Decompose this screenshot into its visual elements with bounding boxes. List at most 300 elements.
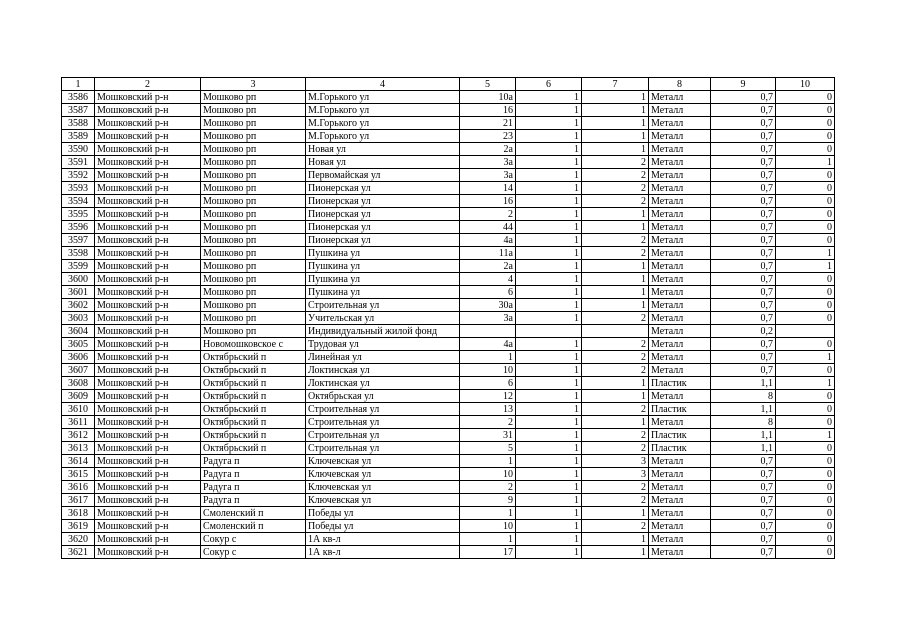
col6-cell: 1 xyxy=(516,169,582,182)
table-row xyxy=(62,247,835,260)
settlement-cell: Смоленский п xyxy=(201,520,306,533)
col7-cell: 1 xyxy=(582,260,649,273)
street-cell: Трудовая ул xyxy=(306,338,460,351)
street-cell: Строительная ул xyxy=(306,442,460,455)
house-cell: 30а xyxy=(460,299,516,312)
col6-cell: 1 xyxy=(516,429,582,442)
col6-cell: 1 xyxy=(516,91,582,104)
col6-cell: 1 xyxy=(516,416,582,429)
settlement-cell: Мошково рп xyxy=(201,143,306,156)
col10-cell: 1 xyxy=(776,156,835,169)
house-cell: 10 xyxy=(460,468,516,481)
settlement-cell: Сокур с xyxy=(201,533,306,546)
table-row xyxy=(62,156,835,169)
house-cell: 2 xyxy=(460,481,516,494)
col10-cell: 0 xyxy=(776,208,835,221)
col6-cell: 1 xyxy=(516,286,582,299)
street-cell: Локтинская ул xyxy=(306,364,460,377)
row-number: 3604 xyxy=(62,325,95,338)
material-cell: Металл xyxy=(649,416,711,429)
volume-cell: 8 xyxy=(711,390,776,403)
material-cell: Металл xyxy=(649,468,711,481)
col6-cell: 1 xyxy=(516,234,582,247)
table-row xyxy=(62,208,835,221)
col6-cell: 1 xyxy=(516,390,582,403)
volume-cell: 1,1 xyxy=(711,377,776,390)
col7-cell: 2 xyxy=(582,182,649,195)
district-cell: Мошковский р-н xyxy=(95,221,201,234)
volume-cell: 0,7 xyxy=(711,364,776,377)
settlement-cell: Мошково рп xyxy=(201,169,306,182)
house-cell: 10а xyxy=(460,91,516,104)
col7-cell: 2 xyxy=(582,494,649,507)
col6-cell: 1 xyxy=(516,455,582,468)
house-cell: 3а xyxy=(460,156,516,169)
street-cell: Индивидуальный жилой фонд xyxy=(306,325,460,338)
row-number: 3610 xyxy=(62,403,95,416)
district-cell: Мошковский р-н xyxy=(95,533,201,546)
col10-cell: 0 xyxy=(776,130,835,143)
table-row xyxy=(62,117,835,130)
col6-cell: 1 xyxy=(516,364,582,377)
district-cell: Мошковский р-н xyxy=(95,468,201,481)
table-row xyxy=(62,364,835,377)
material-cell: Металл xyxy=(649,364,711,377)
col7-cell: 1 xyxy=(582,91,649,104)
street-cell: Ключевская ул xyxy=(306,468,460,481)
settlement-cell: Мошково рп xyxy=(201,208,306,221)
row-number: 3599 xyxy=(62,260,95,273)
house-cell xyxy=(460,325,516,338)
row-number: 3587 xyxy=(62,104,95,117)
col7-cell: 1 xyxy=(582,143,649,156)
row-number: 3607 xyxy=(62,364,95,377)
material-cell: Металл xyxy=(649,533,711,546)
header-row xyxy=(62,78,835,91)
district-cell: Мошковский р-н xyxy=(95,156,201,169)
table-row xyxy=(62,260,835,273)
district-cell: Мошковский р-н xyxy=(95,312,201,325)
district-cell: Мошковский р-н xyxy=(95,455,201,468)
column-header: 3 xyxy=(201,78,306,91)
street-cell: Победы ул xyxy=(306,520,460,533)
col6-cell: 1 xyxy=(516,468,582,481)
table-row xyxy=(62,182,835,195)
col6-cell: 1 xyxy=(516,273,582,286)
volume-cell: 0,7 xyxy=(711,338,776,351)
house-cell: 13 xyxy=(460,403,516,416)
volume-cell: 0,7 xyxy=(711,208,776,221)
material-cell: Металл xyxy=(649,247,711,260)
volume-cell: 0,7 xyxy=(711,104,776,117)
col6-cell: 1 xyxy=(516,182,582,195)
row-number: 3590 xyxy=(62,143,95,156)
col6-cell: 1 xyxy=(516,156,582,169)
settlement-cell: Мошково рп xyxy=(201,104,306,117)
col10-cell: 1 xyxy=(776,260,835,273)
house-cell: 2а xyxy=(460,260,516,273)
street-cell: Пушкина ул xyxy=(306,286,460,299)
material-cell: Пластик xyxy=(649,429,711,442)
material-cell: Металл xyxy=(649,169,711,182)
col6-cell: 1 xyxy=(516,442,582,455)
row-number: 3606 xyxy=(62,351,95,364)
settlement-cell: Октябрьский п xyxy=(201,364,306,377)
column-header: 10 xyxy=(776,78,835,91)
col7-cell: 2 xyxy=(582,156,649,169)
material-cell: Металл xyxy=(649,494,711,507)
col10-cell: 1 xyxy=(776,247,835,260)
house-cell: 1 xyxy=(460,455,516,468)
col6-cell: 1 xyxy=(516,507,582,520)
district-cell: Мошковский р-н xyxy=(95,195,201,208)
row-number: 3593 xyxy=(62,182,95,195)
row-number: 3617 xyxy=(62,494,95,507)
col10-cell: 0 xyxy=(776,273,835,286)
material-cell: Металл xyxy=(649,299,711,312)
street-cell: Ключевская ул xyxy=(306,494,460,507)
col6-cell: 1 xyxy=(516,117,582,130)
row-number: 3605 xyxy=(62,338,95,351)
table-row xyxy=(62,481,835,494)
material-cell: Металл xyxy=(649,117,711,130)
col7-cell: 1 xyxy=(582,299,649,312)
row-number: 3601 xyxy=(62,286,95,299)
row-number: 3611 xyxy=(62,416,95,429)
material-cell: Металл xyxy=(649,273,711,286)
material-cell: Металл xyxy=(649,312,711,325)
settlement-cell: Мошково рп xyxy=(201,117,306,130)
col7-cell: 1 xyxy=(582,546,649,559)
table-row xyxy=(62,442,835,455)
row-number: 3592 xyxy=(62,169,95,182)
row-number: 3594 xyxy=(62,195,95,208)
material-cell: Металл xyxy=(649,130,711,143)
col7-cell: 1 xyxy=(582,416,649,429)
district-cell: Мошковский р-н xyxy=(95,364,201,377)
settlement-cell: Мошково рп xyxy=(201,91,306,104)
table-row xyxy=(62,169,835,182)
col7-cell: 2 xyxy=(582,429,649,442)
material-cell: Металл xyxy=(649,507,711,520)
col7-cell: 1 xyxy=(582,130,649,143)
table-row xyxy=(62,338,835,351)
street-cell: Пушкина ул xyxy=(306,260,460,273)
district-cell: Мошковский р-н xyxy=(95,143,201,156)
col7-cell: 1 xyxy=(582,104,649,117)
street-cell: Линейная ул xyxy=(306,351,460,364)
house-cell: 21 xyxy=(460,117,516,130)
col7-cell: 2 xyxy=(582,195,649,208)
volume-cell: 0,7 xyxy=(711,494,776,507)
volume-cell: 0,7 xyxy=(711,234,776,247)
col7-cell: 3 xyxy=(582,455,649,468)
settlement-cell: Радуга п xyxy=(201,494,306,507)
col6-cell: 1 xyxy=(516,195,582,208)
house-cell: 31 xyxy=(460,429,516,442)
col6-cell: 1 xyxy=(516,299,582,312)
col10-cell: 0 xyxy=(776,468,835,481)
volume-cell: 0,7 xyxy=(711,286,776,299)
column-header: 4 xyxy=(306,78,460,91)
street-cell: Строительная ул xyxy=(306,416,460,429)
col7-cell: 2 xyxy=(582,351,649,364)
col6-cell: 1 xyxy=(516,481,582,494)
table-row xyxy=(62,325,835,338)
street-cell: Пионерская ул xyxy=(306,208,460,221)
material-cell: Металл xyxy=(649,390,711,403)
volume-cell: 0,7 xyxy=(711,117,776,130)
table-row xyxy=(62,312,835,325)
material-cell: Металл xyxy=(649,182,711,195)
settlement-cell: Смоленский п xyxy=(201,507,306,520)
col10-cell: 0 xyxy=(776,455,835,468)
row-number: 3591 xyxy=(62,156,95,169)
district-cell: Мошковский р-н xyxy=(95,429,201,442)
col6-cell: 1 xyxy=(516,312,582,325)
volume-cell: 0,7 xyxy=(711,273,776,286)
district-cell: Мошковский р-н xyxy=(95,260,201,273)
col7-cell: 3 xyxy=(582,468,649,481)
settlement-cell: Радуга п xyxy=(201,481,306,494)
col6-cell: 1 xyxy=(516,520,582,533)
volume-cell: 0,7 xyxy=(711,260,776,273)
settlement-cell: Мошково рп xyxy=(201,156,306,169)
table-row xyxy=(62,234,835,247)
row-number: 3588 xyxy=(62,117,95,130)
house-cell: 9 xyxy=(460,494,516,507)
material-cell: Металл xyxy=(649,208,711,221)
settlement-cell: Радуга п xyxy=(201,455,306,468)
row-number: 3600 xyxy=(62,273,95,286)
house-cell: 11а xyxy=(460,247,516,260)
district-cell: Мошковский р-н xyxy=(95,520,201,533)
column-header: 1 xyxy=(62,78,95,91)
col7-cell: 1 xyxy=(582,507,649,520)
house-cell: 16 xyxy=(460,195,516,208)
material-cell: Металл xyxy=(649,104,711,117)
row-number: 3586 xyxy=(62,91,95,104)
col10-cell: 0 xyxy=(776,533,835,546)
col7-cell: 2 xyxy=(582,234,649,247)
col7-cell: 1 xyxy=(582,208,649,221)
district-cell: Мошковский р-н xyxy=(95,481,201,494)
volume-cell: 0,7 xyxy=(711,182,776,195)
volume-cell: 0,7 xyxy=(711,156,776,169)
house-cell: 3а xyxy=(460,312,516,325)
volume-cell: 0,7 xyxy=(711,221,776,234)
row-number: 3615 xyxy=(62,468,95,481)
column-header: 2 xyxy=(95,78,201,91)
col7-cell: 2 xyxy=(582,364,649,377)
col6-cell: 1 xyxy=(516,403,582,416)
house-cell: 12 xyxy=(460,390,516,403)
col7-cell: 2 xyxy=(582,312,649,325)
col10-cell xyxy=(776,325,835,338)
street-cell: Локтинская ул xyxy=(306,377,460,390)
table-row xyxy=(62,91,835,104)
street-cell: Пионерская ул xyxy=(306,234,460,247)
col10-cell: 0 xyxy=(776,481,835,494)
district-cell: Мошковский р-н xyxy=(95,182,201,195)
column-header: 9 xyxy=(711,78,776,91)
material-cell: Металл xyxy=(649,481,711,494)
row-number: 3619 xyxy=(62,520,95,533)
volume-cell: 0,7 xyxy=(711,520,776,533)
table-row xyxy=(62,429,835,442)
col10-cell: 0 xyxy=(776,91,835,104)
volume-cell: 0,7 xyxy=(711,143,776,156)
district-cell: Мошковский р-н xyxy=(95,546,201,559)
street-cell: Пушкина ул xyxy=(306,273,460,286)
settlement-cell: Радуга п xyxy=(201,468,306,481)
volume-cell: 0,7 xyxy=(711,481,776,494)
material-cell: Металл xyxy=(649,91,711,104)
material-cell: Пластик xyxy=(649,377,711,390)
street-cell: Пионерская ул xyxy=(306,182,460,195)
district-cell: Мошковский р-н xyxy=(95,377,201,390)
col6-cell: 1 xyxy=(516,221,582,234)
settlement-cell: Сокур с xyxy=(201,546,306,559)
settlement-cell: Новомошковское с xyxy=(201,338,306,351)
table-row xyxy=(62,403,835,416)
volume-cell: 1,1 xyxy=(711,442,776,455)
col7-cell: 1 xyxy=(582,390,649,403)
col7-cell: 2 xyxy=(582,520,649,533)
material-cell: Металл xyxy=(649,221,711,234)
settlement-cell: Мошково рп xyxy=(201,312,306,325)
col7-cell: 1 xyxy=(582,286,649,299)
table-row xyxy=(62,299,835,312)
table-row xyxy=(62,494,835,507)
settlement-cell: Мошково рп xyxy=(201,325,306,338)
district-cell: Мошковский р-н xyxy=(95,507,201,520)
volume-cell: 0,7 xyxy=(711,546,776,559)
col6-cell: 1 xyxy=(516,338,582,351)
district-cell: Мошковский р-н xyxy=(95,299,201,312)
material-cell: Металл xyxy=(649,325,711,338)
district-cell: Мошковский р-н xyxy=(95,234,201,247)
street-cell: М.Горького ул xyxy=(306,117,460,130)
district-cell: Мошковский р-н xyxy=(95,169,201,182)
volume-cell: 0,7 xyxy=(711,507,776,520)
col10-cell: 0 xyxy=(776,104,835,117)
volume-cell: 0,7 xyxy=(711,195,776,208)
settlement-cell: Октябрьский п xyxy=(201,351,306,364)
settlement-cell: Мошково рп xyxy=(201,182,306,195)
column-header: 6 xyxy=(516,78,582,91)
volume-cell: 1,1 xyxy=(711,429,776,442)
col6-cell: 1 xyxy=(516,260,582,273)
col7-cell: 2 xyxy=(582,481,649,494)
street-cell: Строительная ул xyxy=(306,403,460,416)
settlement-cell: Мошково рп xyxy=(201,195,306,208)
col10-cell: 0 xyxy=(776,494,835,507)
volume-cell: 0,7 xyxy=(711,312,776,325)
house-cell: 2а xyxy=(460,143,516,156)
district-cell: Мошковский р-н xyxy=(95,91,201,104)
house-cell: 16 xyxy=(460,104,516,117)
material-cell: Металл xyxy=(649,156,711,169)
street-cell: Ключевская ул xyxy=(306,455,460,468)
district-cell: Мошковский р-н xyxy=(95,416,201,429)
material-cell: Металл xyxy=(649,455,711,468)
volume-cell: 0,7 xyxy=(711,169,776,182)
district-cell: Мошковский р-н xyxy=(95,403,201,416)
row-number: 3589 xyxy=(62,130,95,143)
col10-cell: 0 xyxy=(776,182,835,195)
col7-cell: 2 xyxy=(582,247,649,260)
row-number: 3598 xyxy=(62,247,95,260)
settlement-cell: Мошково рп xyxy=(201,273,306,286)
col10-cell: 0 xyxy=(776,390,835,403)
table-row xyxy=(62,533,835,546)
house-cell: 1 xyxy=(460,507,516,520)
col10-cell: 0 xyxy=(776,286,835,299)
col10-cell: 0 xyxy=(776,117,835,130)
col6-cell: 1 xyxy=(516,494,582,507)
table-body xyxy=(62,91,835,559)
col7-cell xyxy=(582,325,649,338)
settlement-cell: Октябрьский п xyxy=(201,442,306,455)
settlement-cell: Мошково рп xyxy=(201,260,306,273)
col10-cell: 1 xyxy=(776,351,835,364)
row-number: 3609 xyxy=(62,390,95,403)
table-row xyxy=(62,221,835,234)
street-cell: Первомайская ул xyxy=(306,169,460,182)
settlement-cell: Октябрьский п xyxy=(201,429,306,442)
volume-cell: 0,7 xyxy=(711,351,776,364)
settlement-cell: Мошково рп xyxy=(201,299,306,312)
col6-cell: 1 xyxy=(516,104,582,117)
col7-cell: 1 xyxy=(582,533,649,546)
house-cell: 2 xyxy=(460,208,516,221)
col10-cell: 0 xyxy=(776,507,835,520)
col10-cell: 1 xyxy=(776,377,835,390)
row-number: 3602 xyxy=(62,299,95,312)
material-cell: Металл xyxy=(649,338,711,351)
row-number: 3618 xyxy=(62,507,95,520)
row-number: 3612 xyxy=(62,429,95,442)
street-cell: Пионерская ул xyxy=(306,195,460,208)
house-cell: 5 xyxy=(460,442,516,455)
table-row xyxy=(62,390,835,403)
col7-cell: 2 xyxy=(582,442,649,455)
district-cell: Мошковский р-н xyxy=(95,442,201,455)
house-cell: 4 xyxy=(460,273,516,286)
street-cell: Пионерская ул xyxy=(306,221,460,234)
material-cell: Металл xyxy=(649,195,711,208)
house-cell: 3а xyxy=(460,169,516,182)
row-number: 3597 xyxy=(62,234,95,247)
volume-cell: 0,7 xyxy=(711,130,776,143)
house-cell: 6 xyxy=(460,286,516,299)
col10-cell: 0 xyxy=(776,221,835,234)
house-cell: 2 xyxy=(460,416,516,429)
row-number: 3614 xyxy=(62,455,95,468)
table-row xyxy=(62,130,835,143)
col10-cell: 0 xyxy=(776,312,835,325)
row-number: 3616 xyxy=(62,481,95,494)
settlement-cell: Мошково рп xyxy=(201,234,306,247)
house-cell: 17 xyxy=(460,546,516,559)
material-cell: Металл xyxy=(649,546,711,559)
district-cell: Мошковский р-н xyxy=(95,273,201,286)
row-number: 3596 xyxy=(62,221,95,234)
volume-cell: 1,1 xyxy=(711,403,776,416)
district-cell: Мошковский р-н xyxy=(95,117,201,130)
settlement-cell: Мошково рп xyxy=(201,130,306,143)
